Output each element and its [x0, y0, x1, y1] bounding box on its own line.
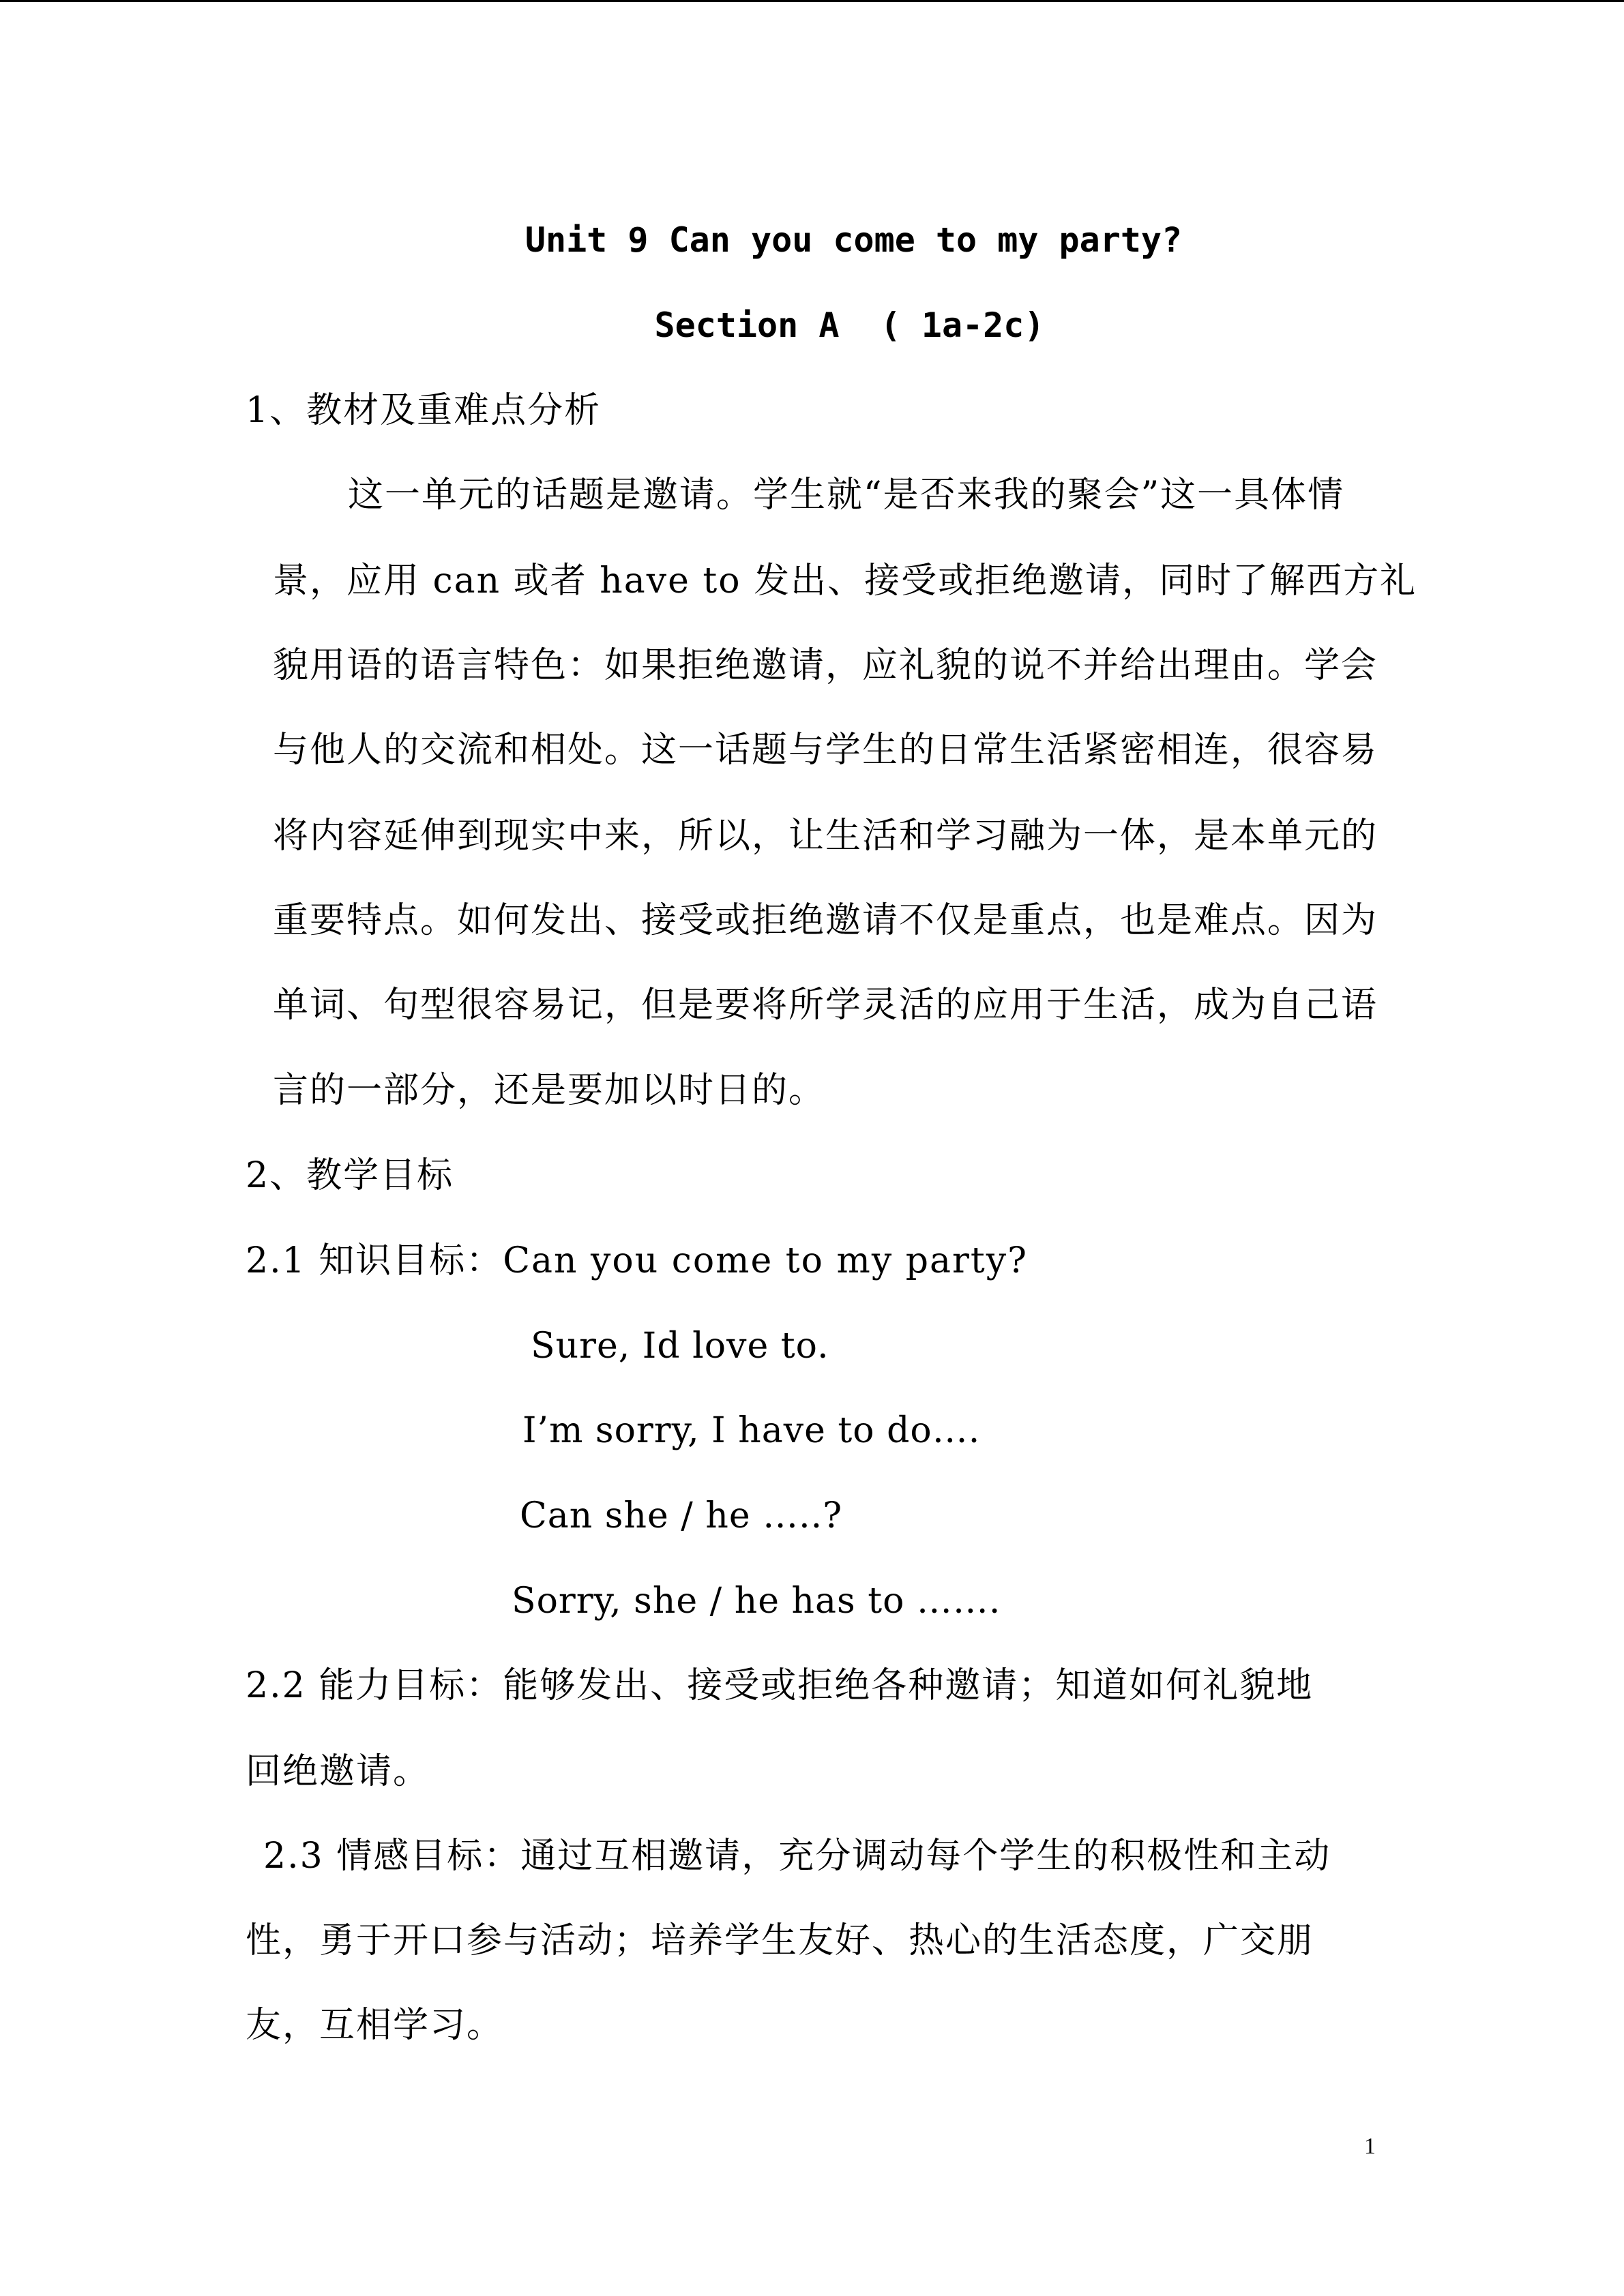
document-subtitle: Section A ( 1a-2c): [654, 305, 1045, 345]
paragraph-line: 重要特点。如何发出、接受或拒绝邀请不仅是重点，也是难点。因为: [273, 900, 1378, 941]
emotion-goal-line: 2.3 情感目标：通过互相邀请，充分调动每个学生的积极性和主动: [263, 1836, 1331, 1877]
section-2-heading: 2、教学目标: [246, 1155, 454, 1196]
emotion-goal-line: 友，互相学习。: [246, 2005, 504, 2046]
paragraph-line: 景，应用 can 或者 have to 发出、接受或拒绝邀请，同时了解西方礼: [273, 561, 1417, 601]
page-number: 1: [1364, 2134, 1376, 2159]
document-title: Unit 9 Can you come to my party?: [525, 220, 1183, 260]
knowledge-sentence: Sorry, she / he has to …….: [512, 1581, 1001, 1622]
knowledge-sentence: I’m sorry, I have to do….: [522, 1410, 981, 1451]
paragraph-line: 这一单元的话题是邀请。学生就“是否来我的聚会”这一具体情: [348, 475, 1345, 516]
paragraph-line: 言的一部分，还是要加以时日的。: [273, 1070, 826, 1111]
emotion-goal-line: 性，勇于开口参与活动；培养学生友好、热心的生活态度，广交朋: [246, 1920, 1314, 1961]
paragraph-line: 貌用语的语言特色：如果拒绝邀请，应礼貌的说不并给出理由。学会: [273, 645, 1378, 686]
paragraph-line: 单词、句型很容易记，但是要将所学灵活的应用于生活，成为自己语: [273, 985, 1378, 1026]
knowledge-goal-label: 2.1 知识目标：Can you come to my party?: [246, 1240, 1029, 1281]
knowledge-sentence: Sure, Id love to.: [531, 1326, 829, 1367]
knowledge-sentence: Can she / he …..?: [520, 1495, 843, 1536]
ability-goal-line: 回绝邀请。: [246, 1751, 430, 1792]
ability-goal-line: 2.2 能力目标：能够发出、接受或拒绝各种邀请；知道如何礼貌地: [246, 1665, 1314, 1706]
section-1-heading: 1、教材及重难点分析: [246, 390, 602, 431]
paragraph-line: 将内容延伸到现实中来，所以，让生活和学习融为一体，是本单元的: [273, 816, 1378, 856]
page-top-border: [0, 0, 1624, 2]
paragraph-line: 与他人的交流和相处。这一话题与学生的日常生活紧密相连，很容易: [273, 730, 1378, 771]
